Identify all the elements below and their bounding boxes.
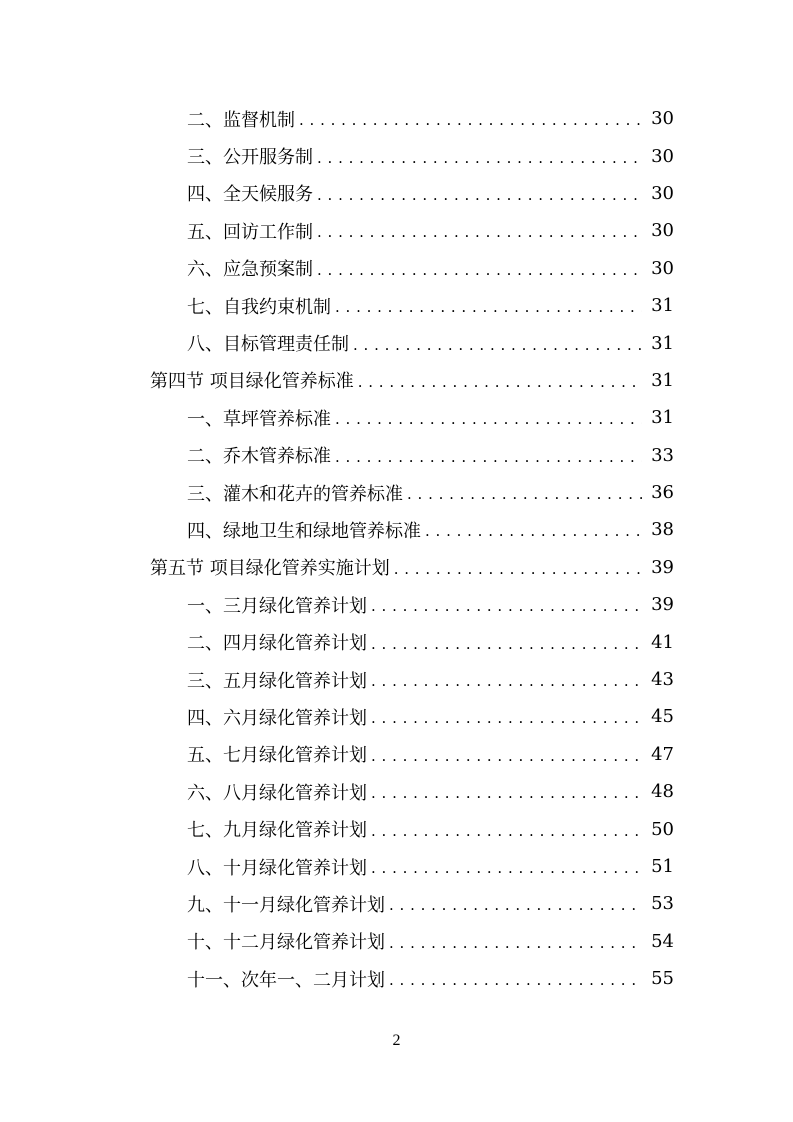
toc-dot-leader: [371, 786, 642, 801]
toc-entry-title: 三、五月绿化管养计划: [187, 670, 367, 692]
toc-entry-page: 30: [651, 257, 674, 279]
toc-entry-page: 39: [651, 594, 674, 616]
toc-dot-leader: [407, 487, 642, 502]
toc-dot-leader: [371, 749, 642, 764]
toc-entry[interactable]: [150, 586, 674, 623]
toc-entry-title: 七、九月绿化管养计划: [187, 820, 367, 842]
toc-entry-title: 二、乔木管养标准: [187, 446, 331, 468]
toc-entry-page: 45: [651, 706, 674, 728]
toc-dot-leader: [335, 450, 642, 465]
toc-entry-page: 48: [651, 781, 674, 803]
toc-entry[interactable]: [150, 324, 674, 361]
toc-dot-leader: [317, 263, 642, 278]
toc-dot-leader: [389, 973, 642, 988]
toc-entry-page: 30: [651, 220, 674, 242]
toc-entry[interactable]: [150, 175, 674, 212]
toc-entry-page: 31: [651, 369, 674, 391]
toc-entry[interactable]: [150, 736, 674, 773]
toc-dot-leader: [425, 524, 642, 539]
toc-dot-leader: [389, 936, 642, 951]
toc-entry[interactable]: [150, 212, 674, 249]
toc-entry-page: 50: [651, 818, 674, 840]
toc-entry-title: 三、公开服务制: [187, 147, 313, 169]
toc-entry-title: 七、自我约束机制: [187, 296, 331, 318]
toc-entry[interactable]: [150, 287, 674, 324]
page-number: 2: [392, 1032, 401, 1049]
toc-dot-leader: [394, 562, 642, 577]
toc-dot-leader: [317, 151, 642, 166]
toc-dot-leader: [335, 412, 642, 427]
toc-entry-title: 六、应急预案制: [187, 259, 313, 281]
toc-entry[interactable]: [150, 437, 674, 474]
toc-section-title: 第五节 项目绿化管养实施计划: [150, 558, 390, 580]
toc-dot-leader: [353, 338, 642, 353]
toc-dot-leader: [371, 674, 642, 689]
toc-dot-leader: [335, 300, 642, 315]
toc-dot-leader: [371, 711, 642, 726]
toc-section-title: 第四节 项目绿化管养标准: [150, 371, 354, 393]
toc-entry-title: 九、十一月绿化管养计划: [187, 894, 385, 916]
toc-entry-page: 55: [651, 968, 674, 990]
toc-dot-leader: [389, 898, 642, 913]
toc-entry[interactable]: [150, 399, 674, 436]
toc-entry[interactable]: [150, 773, 674, 810]
toc-entry-title: 八、十月绿化管养计划: [187, 857, 367, 879]
toc-entry[interactable]: [150, 137, 674, 174]
toc-entry[interactable]: [150, 661, 674, 698]
toc-section-entry[interactable]: [150, 362, 674, 399]
toc-entry[interactable]: [150, 511, 674, 548]
toc-section-entry[interactable]: [150, 549, 674, 586]
toc-dot-leader: [317, 188, 642, 203]
toc-entry-title: 二、监督机制: [187, 109, 295, 131]
toc-entry-title: 八、目标管理责任制: [187, 334, 349, 356]
toc-dot-leader: [371, 637, 642, 652]
toc-entry-page: 30: [651, 108, 674, 130]
toc-entry-page: 51: [651, 856, 674, 877]
toc-entry-title: 三、灌木和花卉的管养标准: [187, 483, 403, 505]
toc-entry-page: 36: [651, 482, 674, 504]
toc-entry[interactable]: [150, 810, 674, 847]
toc-entry-page: 39: [651, 556, 674, 578]
table-of-contents: [150, 100, 674, 997]
toc-entry[interactable]: [150, 923, 674, 960]
toc-dot-leader: [371, 824, 642, 839]
toc-entry-page: 33: [651, 444, 674, 466]
toc-entry-title: 五、回访工作制: [187, 221, 313, 243]
toc-entry-page: 47: [651, 743, 674, 765]
toc-dot-leader: [358, 375, 642, 390]
toc-entry-page: 53: [651, 893, 674, 915]
toc-entry-page: 30: [651, 145, 674, 167]
toc-entry-title: 一、三月绿化管养计划: [187, 595, 367, 617]
toc-entry-title: 六、八月绿化管养计划: [187, 782, 367, 804]
toc-entry-title: 二、四月绿化管养计划: [187, 633, 367, 655]
toc-entry[interactable]: [150, 474, 674, 511]
toc-entry[interactable]: [150, 698, 674, 735]
toc-entry[interactable]: [150, 848, 674, 885]
toc-entry-page: 31: [651, 295, 674, 317]
toc-entry[interactable]: [150, 623, 674, 660]
toc-dot-leader: [317, 225, 642, 240]
toc-entry-page: 41: [651, 631, 674, 653]
toc-entry-title: 四、全天候服务: [187, 184, 313, 206]
toc-dot-leader: [299, 113, 642, 128]
toc-entry-page: 31: [651, 332, 674, 354]
toc-entry-title: 五、七月绿化管养计划: [187, 745, 367, 767]
toc-entry[interactable]: [150, 250, 674, 287]
toc-entry-page: 54: [651, 930, 674, 952]
toc-entry-title: 一、草坪管养标准: [187, 408, 331, 430]
toc-dot-leader: [371, 599, 642, 614]
toc-entry-page: 30: [651, 182, 674, 204]
toc-entry-title: 十、十二月绿化管养计划: [187, 932, 385, 954]
toc-entry-title: 十一、次年一、二月计划: [187, 969, 385, 991]
toc-entry-page: 43: [651, 669, 674, 691]
toc-dot-leader: [371, 861, 642, 876]
toc-entry-title: 四、绿地卫生和绿地管养标准: [187, 520, 421, 542]
toc-entry[interactable]: [150, 100, 674, 137]
toc-entry-page: 38: [651, 519, 674, 541]
toc-entry-page: 31: [651, 407, 674, 429]
toc-entry-title: 四、六月绿化管养计划: [187, 707, 367, 729]
toc-entry[interactable]: [150, 960, 674, 997]
toc-entry[interactable]: [150, 885, 674, 922]
